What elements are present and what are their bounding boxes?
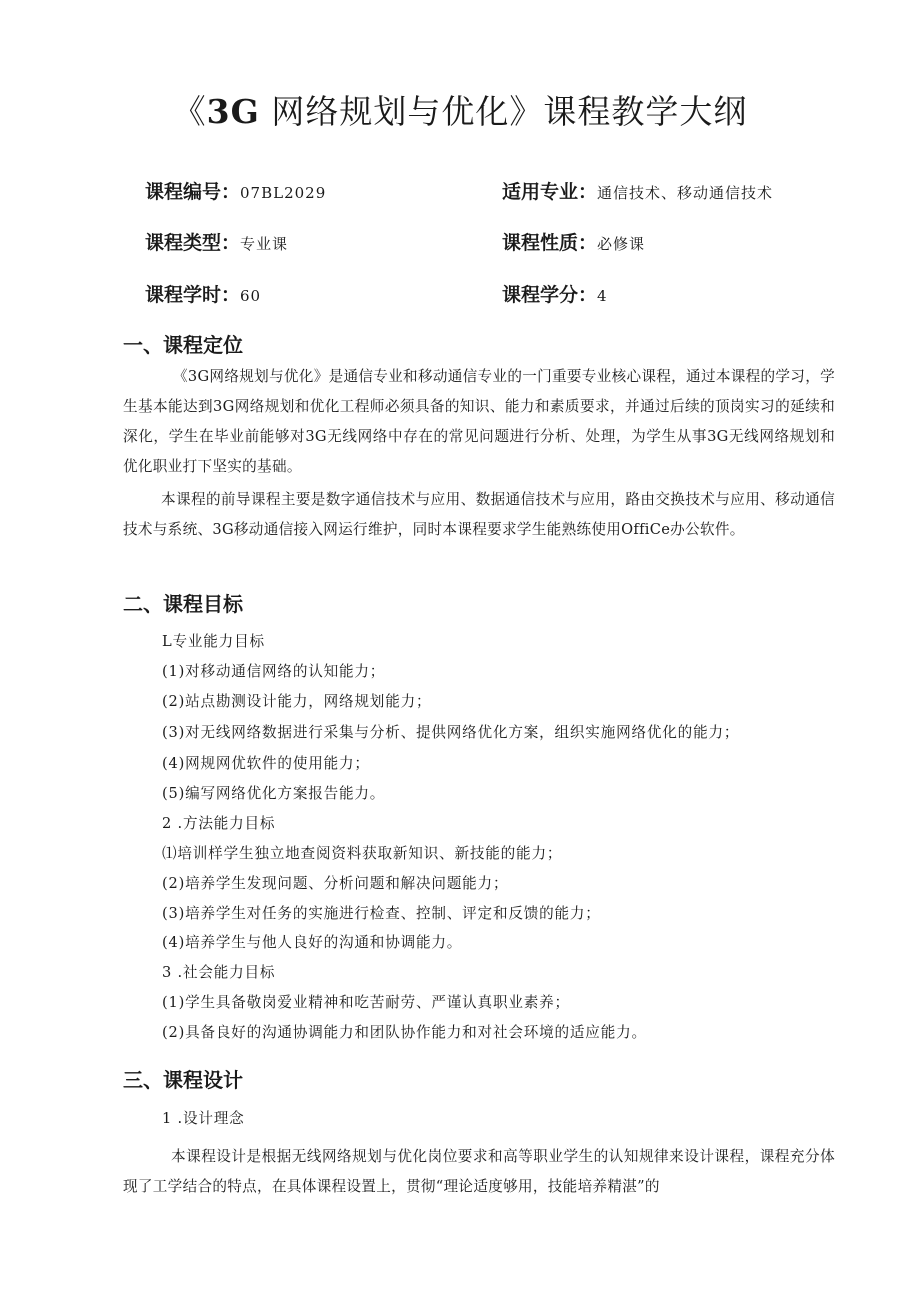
- course-code-value: 07BL2029: [240, 184, 327, 202]
- list-item: (3)对无线网络数据进行采集与分析、提供网络优化方案，组织实施网络优化的能力；: [162, 724, 740, 741]
- meta-row-3: [145, 280, 845, 310]
- hours-value: 60: [240, 287, 262, 305]
- document-title: [0, 86, 920, 133]
- applicable-major: [502, 177, 773, 204]
- major-value: 通信技术、移动通信技术: [597, 184, 774, 202]
- credits-value: 4: [597, 287, 608, 305]
- section-heading-objectives: 二、课程目标: [123, 592, 243, 616]
- design-concept-title: 1 .设计理念: [162, 1110, 245, 1127]
- hours-label: 课程学时：: [145, 284, 241, 306]
- section-heading-positioning: 一、课程定位: [123, 333, 243, 357]
- list-item: (2)培养学生发现问题、分析问题和解决问题能力；: [162, 875, 509, 892]
- method-ability-title: 2 .方法能力目标: [162, 815, 276, 832]
- positioning-paragraph-2: 本课程的前导课程主要是数字通信技术与应用、数据通信技术与应用，路由交换技术与应用、移动通信技术与系统、3G移动通信接入网运行维护，同时本课程要求学生能熟练使用OffiCe办公软件。: [123, 491, 835, 538]
- course-hours: [145, 280, 261, 307]
- list-item: (1)学生具备敬岗爱业精神和吃苦耐劳、严谨认真职业素养；: [162, 994, 570, 1011]
- positioning-paragraph-1: 《3G网络规划与优化》是通信专业和移动通信专业的一门重要专业核心课程，通过本课程的学习，学生基本能达到3G网络规划和优化工程师必须具备的知识、能力和素质要求，并通过后续的顶岗实习的延续和深化，学生在毕业前能够对3G无线网络中存在的常见问题进行分析、处理，为学生从事3G无线网络规划和优化职业打下坚实的基础。: [123, 368, 835, 475]
- course-code-label: 课程编号：: [145, 181, 241, 203]
- title-strong: 3G: [206, 92, 260, 131]
- list-item: (4)网规网优软件的使用能力；: [162, 755, 370, 772]
- list-item: (2)具备良好的沟通协调能力和团队协作能力和对社会环境的适应能力。: [162, 1024, 647, 1041]
- list-item: (5)编写网络优化方案报告能力。: [162, 785, 386, 802]
- title-prefix: 《: [172, 92, 207, 131]
- course-nature: [502, 228, 645, 255]
- meta-row-2: [145, 228, 845, 258]
- course-credits: [502, 280, 608, 307]
- course-type: [145, 228, 288, 255]
- design-paragraph: 本课程设计是根据无线网络规划与优化岗位要求和高等职业学生的认知规律来设计课程，课程充分体现了工学结合的特点，在具体课程设置上，贯彻“理论适度够用，技能培养精湛”的: [123, 1148, 835, 1195]
- list-item: (2)站点勘测设计能力，网络规划能力；: [162, 693, 432, 710]
- meta-row-1: [145, 177, 845, 207]
- type-label: 课程类型：: [145, 232, 241, 254]
- list-item: ⑴培训样学生独立地查阅资料获取新知识、新技能的能力；: [162, 845, 563, 862]
- list-item: (1)对移动通信网络的认知能力；: [162, 663, 386, 680]
- nature-value: 必修课: [597, 235, 646, 253]
- nature-label: 课程性质：: [502, 232, 598, 254]
- social-ability-title: 3 .社会能力目标: [162, 964, 276, 981]
- type-value: 专业课: [240, 235, 289, 253]
- professional-ability-title: L专业能力目标: [162, 633, 265, 650]
- course-code: [145, 177, 326, 204]
- list-item: (3)培养学生对任务的实施进行检查、控制、评定和反馈的能力；: [162, 905, 601, 922]
- title-rest: 网络规划与优化》课程教学大纲: [259, 92, 748, 131]
- list-item: (4)培养学生与他人良好的沟通和协调能力。: [162, 934, 463, 951]
- major-label: 适用专业：: [502, 181, 598, 203]
- credits-label: 课程学分：: [502, 284, 598, 306]
- section-heading-design: 三、课程设计: [123, 1068, 243, 1092]
